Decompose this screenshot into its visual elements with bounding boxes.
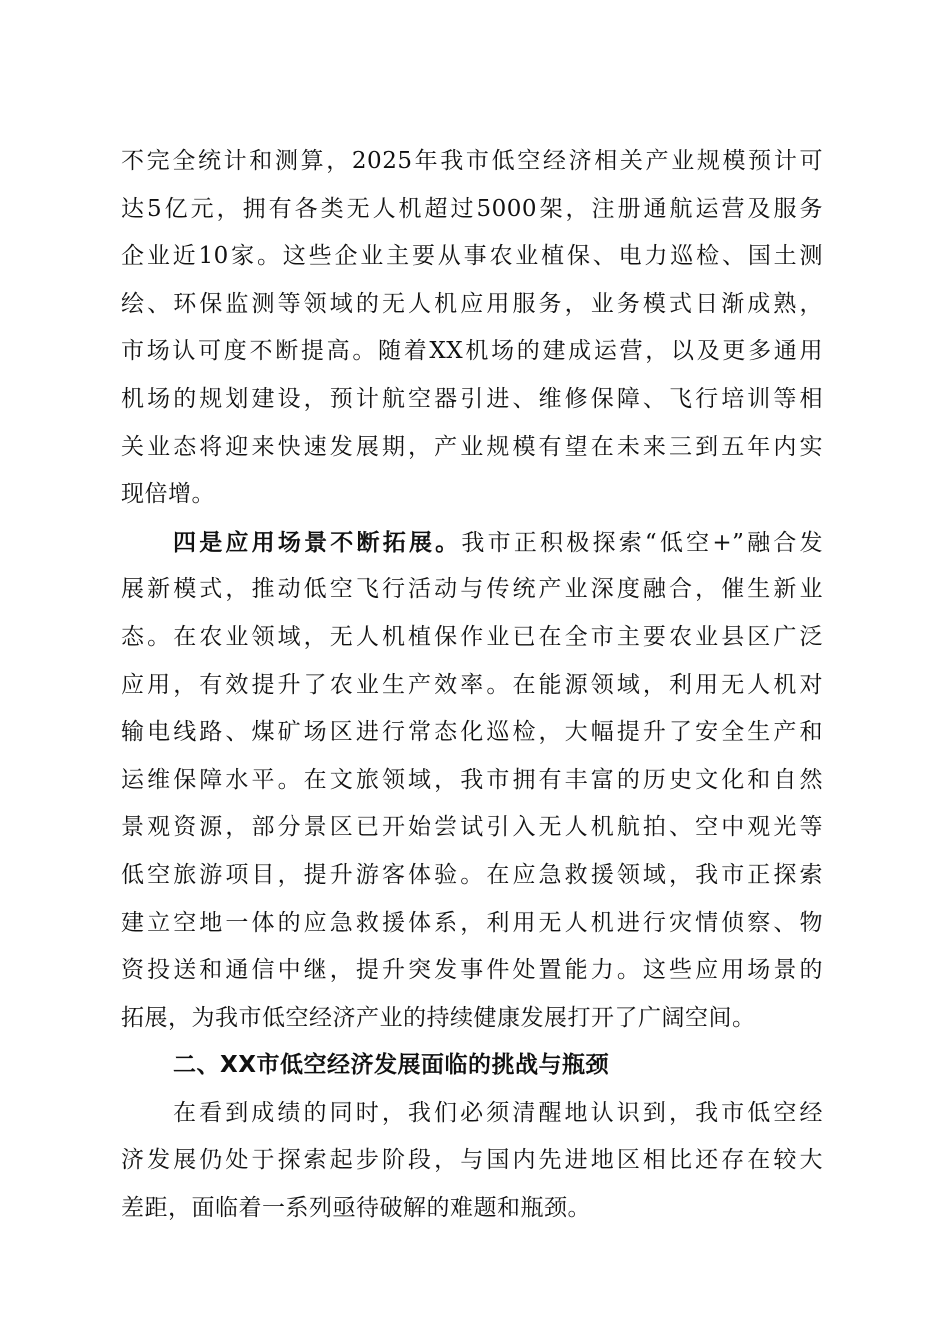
paragraph-application-scenarios xyxy=(121,519,823,1043)
text-line: 态。在农业领域，无人机植保作业已在全市主要农业县区广泛 xyxy=(121,623,823,650)
text-line: 差距，面临着一系列亟待破解的难题和瓶颈。 xyxy=(121,1195,591,1222)
text-line: 企业近10家。这些企业主要从事农业植保、电力巡检、国土测 xyxy=(121,243,823,270)
document-page xyxy=(121,138,823,1233)
paragraph-challenges-intro xyxy=(121,1090,823,1233)
text-line: 资投送和通信中继，提升突发事件处置能力。这些应用场景的 xyxy=(121,957,823,984)
paragraph-industry-scale xyxy=(121,138,823,519)
text-line: 济发展仍处于探索起步阶段，与国内先进地区相比还存在较大 xyxy=(121,1147,823,1174)
text-line xyxy=(121,519,823,567)
text-line: 在看到成绩的同时，我们必须清醒地认识到，我市低空经 xyxy=(173,1099,823,1126)
text-line: 输电线路、煤矿场区进行常态化巡检，大幅提升了安全生产和 xyxy=(121,719,823,746)
text-line: 达5亿元，拥有各类无人机超过5000架，注册通航运营及服务 xyxy=(121,195,823,222)
text-line: 绘、环保监测等领域的无人机应用服务，业务模式日渐成熟， xyxy=(121,290,823,317)
text-line: 机场的规划建设，预计航空器引进、维修保障、飞行培训等相 xyxy=(121,385,823,412)
text-line: 应用，有效提升了农业生产效率。在能源领域，利用无人机对 xyxy=(121,671,823,698)
text-line: 展新模式，推动低空飞行活动与传统产业深度融合，催生新业 xyxy=(121,576,823,603)
section-heading: 二、XX市低空经济发展面临的挑战与瓶颈 xyxy=(173,1052,609,1079)
text-line: 景观资源，部分景区已开始尝试引入无人机航拍、空中观光等 xyxy=(121,814,823,841)
text-line: 关业态将迎来快速发展期，产业规模有望在未来三到五年内实 xyxy=(121,433,823,460)
text-line: 不完全统计和测算，2025年我市低空经济相关产业规模预计可 xyxy=(121,148,823,174)
text-line: 市场认可度不断提高。随着XX机场的建成运营，以及更多通用 xyxy=(121,338,823,365)
text-line: 现倍增。 xyxy=(121,481,215,508)
text-line: 低空旅游项目，提升游客体验。在应急救援领域，我市正探索 xyxy=(121,861,823,888)
paragraph-lead-bold: 四是应用场景不断拓展。 xyxy=(173,528,462,556)
text-line: 拓展，为我市低空经济产业的持续健康发展打开了广阔空间。 xyxy=(121,1004,756,1031)
text-line: 建立空地一体的应急救援体系，利用无人机进行灾情侦察、物 xyxy=(121,909,823,936)
text-line: 运维保障水平。在文旅领域，我市拥有丰富的历史文化和自然 xyxy=(121,766,823,793)
text-span: 我市正积极探索“低空+”融合发 xyxy=(461,529,823,556)
